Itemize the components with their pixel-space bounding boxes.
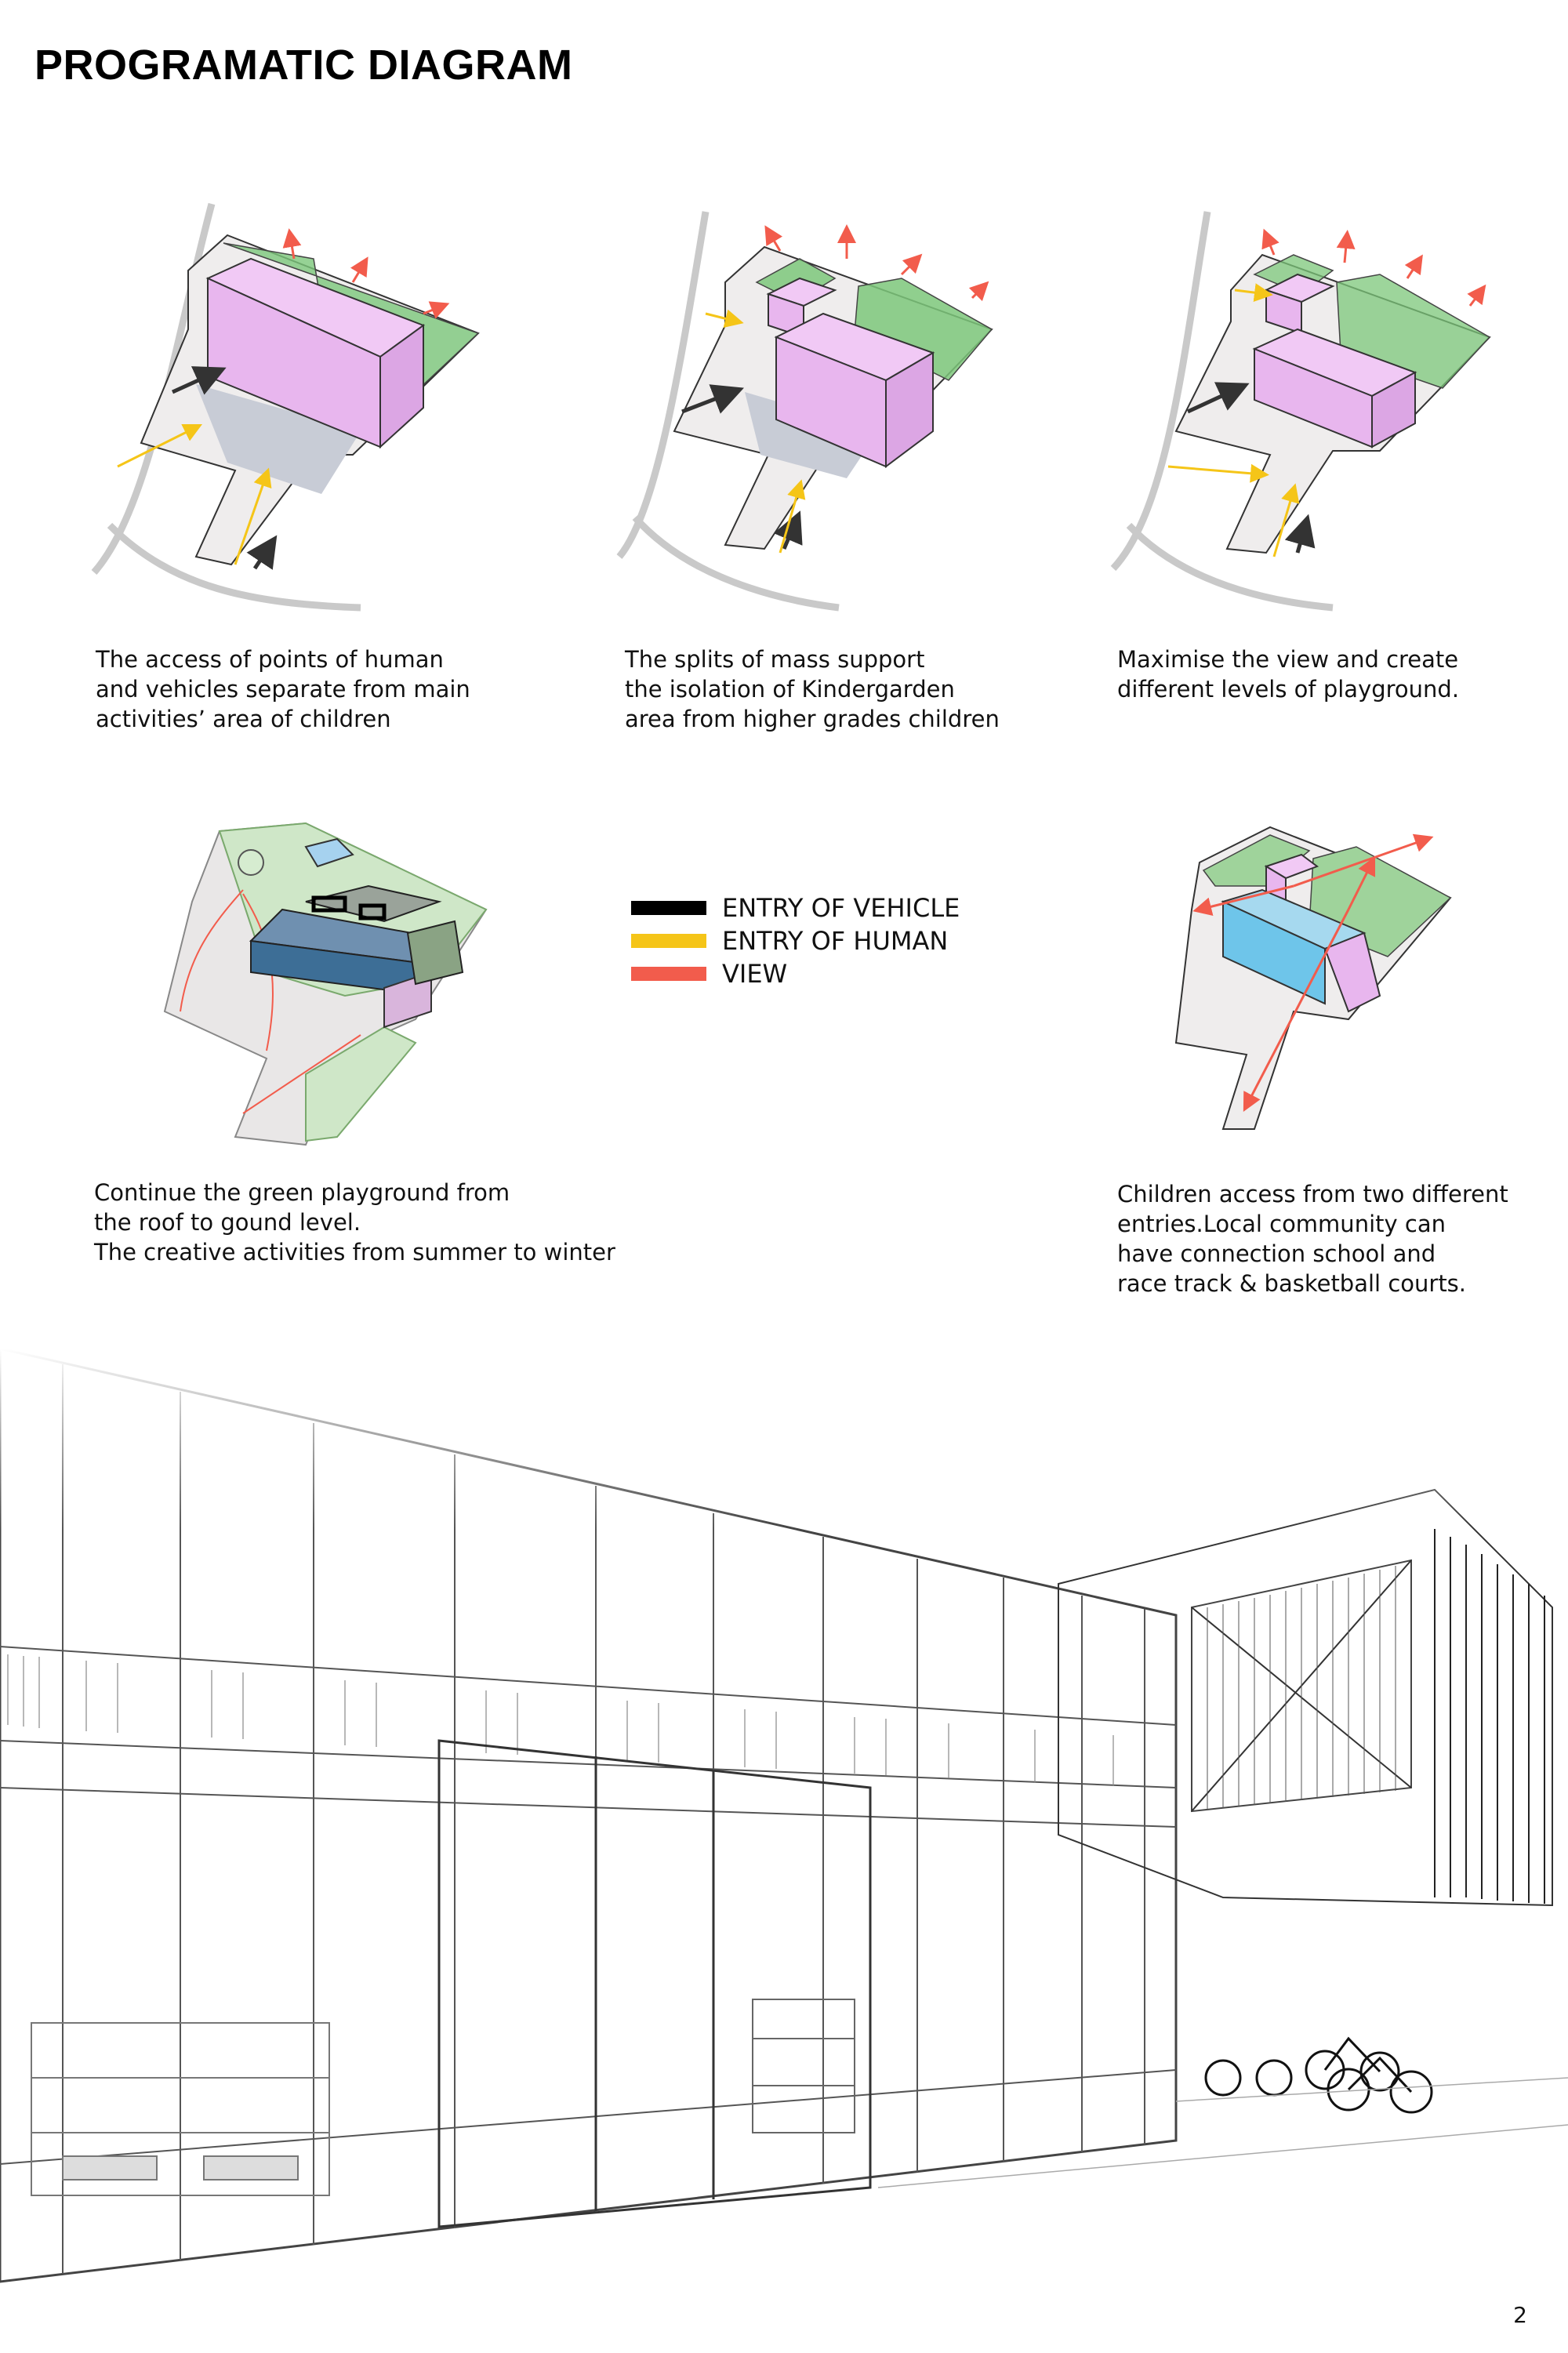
caption-line: entries.Local community can — [1117, 1211, 1446, 1237]
caption-children-access — [1117, 1179, 1508, 1298]
caption-line: race track & basketball courts. — [1117, 1270, 1467, 1297]
caption-access-points — [96, 645, 470, 734]
page-number: 2 — [1513, 2302, 1527, 2328]
caption-green-playground — [94, 1178, 615, 1267]
vehicle-arrow — [255, 545, 270, 568]
legend-label: ENTRY OF HUMAN — [722, 926, 949, 956]
legend-label: ENTRY OF VEHICLE — [722, 893, 960, 923]
caption-maximise-view — [1117, 645, 1459, 704]
caption-line: Children access from two different — [1117, 1181, 1508, 1207]
diagram-splits-of-mass — [612, 196, 1051, 619]
diagram-access-points — [78, 196, 517, 619]
diagram-maximise-view — [1098, 196, 1537, 619]
building-green-roof — [408, 921, 463, 984]
view-arrow — [353, 263, 365, 282]
diagram-green-playground — [149, 815, 525, 1153]
legend-swatch-vehicle — [631, 901, 706, 915]
perspective-render — [0, 1349, 1568, 2353]
caption-line: different levels of playground. — [1117, 676, 1460, 703]
legend-label: VIEW — [722, 959, 788, 989]
caption-line: have connection school and — [1117, 1240, 1436, 1267]
view-arrow — [423, 306, 443, 314]
legend-swatch-view — [631, 967, 706, 981]
legend-swatch-human — [631, 934, 706, 948]
caption-line: activities’ area of children — [96, 706, 391, 732]
caption-line: The splits of mass support — [625, 646, 925, 673]
caption-line: Continue the green playground from — [94, 1179, 510, 1206]
caption-line: Maximise the view and create — [1117, 646, 1459, 673]
caption-line: the roof to gound level. — [94, 1209, 361, 1236]
diagram-children-access — [1129, 815, 1505, 1153]
caption-line: The access of points of human — [96, 646, 444, 673]
page-title: PROGRAMATIC DIAGRAM — [34, 42, 573, 89]
caption-line: The creative activities from summer to winter — [94, 1239, 615, 1265]
caption-splits-of-mass — [625, 645, 1000, 734]
caption-line: the isolation of Kindergarden — [625, 676, 955, 703]
caption-line: and vehicles separate from main — [96, 676, 470, 703]
caption-line: area from higher grades children — [625, 706, 1000, 732]
